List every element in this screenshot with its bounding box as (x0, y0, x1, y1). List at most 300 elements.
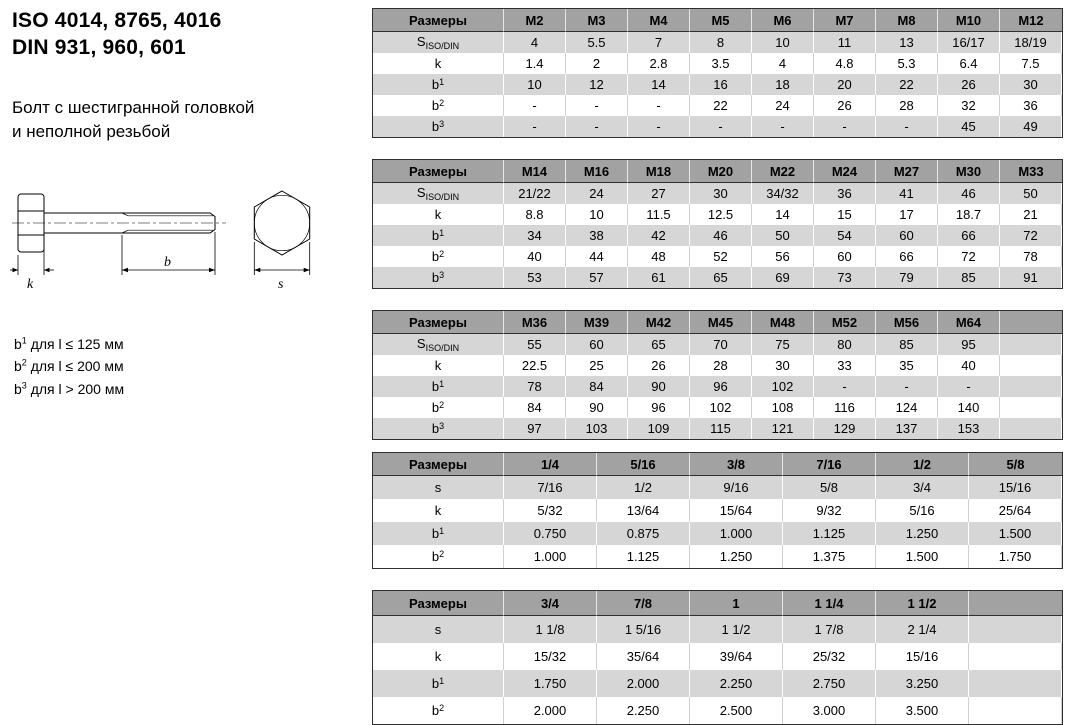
subtitle-line-1: Болт с шестигранной головкой (12, 97, 255, 117)
row-label: $b^2$ (373, 397, 504, 418)
s-dim-label: s (278, 277, 284, 292)
table-row (373, 267, 1062, 288)
value-cell: 28 (876, 95, 938, 116)
value-cell: 25/32 (783, 643, 876, 670)
value-cell: 78 (504, 376, 566, 397)
value-cell: 140 (938, 397, 1000, 418)
row-label: s (373, 476, 504, 499)
thread-size-header: 3/4 (504, 591, 597, 616)
value-cell: 17 (876, 204, 938, 225)
value-cell: 4 (504, 32, 566, 53)
title-din: DIN 931, 960, 601 (12, 35, 186, 59)
thread-size-header: 5/16 (597, 453, 690, 476)
value-cell: 5/32 (504, 499, 597, 522)
value-cell: 18.7 (938, 204, 1000, 225)
value-cell: 1.000 (690, 522, 783, 545)
s-arrow-right (304, 268, 310, 272)
footnote-b3-symbol: b (14, 380, 22, 397)
row-label: $b^3$ (373, 418, 504, 439)
value-cell (969, 670, 1062, 697)
value-cell: 30 (1000, 74, 1062, 95)
value-cell: 78 (1000, 246, 1062, 267)
value-cell: 1/2 (597, 476, 690, 499)
value-cell: 54 (814, 225, 876, 246)
thread-size-header: 1/2 (876, 453, 969, 476)
footnote-b1-text: для l ≤ 125 мм (26, 336, 124, 352)
value-cell: 22.5 (504, 355, 566, 376)
table-row (373, 53, 1062, 74)
row-label: $b^1$ (373, 74, 504, 95)
value-cell: - (876, 376, 938, 397)
value-cell: 52 (690, 246, 752, 267)
thread-size-header: 1/4 (504, 453, 597, 476)
value-cell: 50 (752, 225, 814, 246)
thread-size-header: M22 (752, 160, 814, 183)
value-cell: 70 (690, 334, 752, 355)
value-cell: 121 (752, 418, 814, 439)
size-column-header: Размеры (373, 311, 504, 334)
thread-size-header: 7/16 (783, 453, 876, 476)
value-cell: 30 (690, 183, 752, 204)
thread-size-header: M33 (1000, 160, 1062, 183)
row-label: $S_{ISO/DIN}$ (373, 32, 504, 53)
footnote-b3-text: для l > 200 мм (26, 380, 125, 397)
value-cell: 40 (504, 246, 566, 267)
value-cell: 10 (504, 74, 566, 95)
value-cell: 5/8 (783, 476, 876, 499)
value-cell: 24 (566, 183, 628, 204)
value-cell: 8.8 (504, 204, 566, 225)
value-cell: 13/64 (597, 499, 690, 522)
value-cell: 14 (752, 204, 814, 225)
thread-size-header: M36 (504, 311, 566, 334)
row-label: $b^3$ (373, 116, 504, 137)
value-cell: 12.5 (690, 204, 752, 225)
subtitle-line-2: и неполной резьбой (12, 121, 171, 141)
value-cell: 1.250 (876, 522, 969, 545)
thread-size-header: M18 (628, 160, 690, 183)
thread-size-header: 1 1/4 (783, 591, 876, 616)
thread-size-header: M4 (628, 9, 690, 32)
table-row (373, 418, 1062, 439)
table-row (373, 204, 1062, 225)
value-cell: 34 (504, 225, 566, 246)
value-cell: 85 (938, 267, 1000, 288)
thread-size-header: 3/8 (690, 453, 783, 476)
value-cell: 7/16 (504, 476, 597, 499)
value-cell: 32 (938, 95, 1000, 116)
thread-size-header: M48 (752, 311, 814, 334)
table-row (373, 643, 1062, 670)
value-cell: 6.4 (938, 53, 1000, 74)
row-label: k (373, 204, 504, 225)
spec-table-5 (372, 590, 1063, 725)
value-cell: 53 (504, 267, 566, 288)
value-cell: 137 (876, 418, 938, 439)
table-header-row (373, 591, 1062, 616)
table-row (373, 499, 1062, 522)
table-row (373, 376, 1062, 397)
spec-table-1 (372, 8, 1063, 138)
value-cell: 16/17 (938, 32, 1000, 53)
thread-size-header: 1 1/2 (876, 591, 969, 616)
value-cell: 22 (690, 95, 752, 116)
row-label: $b^3$ (373, 267, 504, 288)
value-cell: 44 (566, 246, 628, 267)
thread-size-header: M45 (690, 311, 752, 334)
value-cell: - (814, 116, 876, 137)
thread-size-header: M14 (504, 160, 566, 183)
value-cell: 84 (504, 397, 566, 418)
value-cell: 69 (752, 267, 814, 288)
value-cell (1000, 376, 1062, 397)
value-cell: 48 (628, 246, 690, 267)
row-label: $b^2$ (373, 246, 504, 267)
value-cell: 13 (876, 32, 938, 53)
footnote-b1-sup: 1 (21, 335, 27, 346)
value-cell: 15/32 (504, 643, 597, 670)
value-cell: 11 (814, 32, 876, 53)
value-cell: 15/16 (876, 643, 969, 670)
value-cell: 2.750 (783, 670, 876, 697)
value-cell: 9/32 (783, 499, 876, 522)
thread-size-header: 7/8 (597, 591, 690, 616)
value-cell (1000, 334, 1062, 355)
thread-size-header: M6 (752, 9, 814, 32)
footnote-b1 (14, 333, 366, 355)
value-cell: 65 (628, 334, 690, 355)
value-cell: 3/4 (876, 476, 969, 499)
value-cell: 60 (566, 334, 628, 355)
thread-size-header: M52 (814, 311, 876, 334)
row-label: $b^2$ (373, 545, 504, 568)
value-cell: - (690, 116, 752, 137)
footnote-b3-sup: 3 (21, 380, 27, 391)
table-row (373, 246, 1062, 267)
value-cell: 28 (690, 355, 752, 376)
value-cell: 3.250 (876, 670, 969, 697)
table-header-row (373, 160, 1062, 183)
value-cell (1000, 418, 1062, 439)
value-cell: 4.8 (814, 53, 876, 74)
size-column-header: Размеры (373, 160, 504, 183)
table-row (373, 334, 1062, 355)
value-cell: 26 (628, 355, 690, 376)
tables-container (372, 0, 1067, 720)
value-cell: 66 (876, 246, 938, 267)
value-cell (969, 616, 1062, 643)
value-cell: 85 (876, 334, 938, 355)
value-cell: - (814, 376, 876, 397)
spec-table-3 (372, 310, 1063, 440)
value-cell: 80 (814, 334, 876, 355)
value-cell: 90 (628, 376, 690, 397)
value-cell: 4 (752, 53, 814, 74)
hex-inscribed-circle (254, 195, 309, 250)
value-cell: 1.750 (969, 545, 1062, 568)
value-cell: 21/22 (504, 183, 566, 204)
thread-size-header: M42 (628, 311, 690, 334)
thread-size-header: M2 (504, 9, 566, 32)
value-cell: - (628, 95, 690, 116)
thread-size-header: 5/8 (969, 453, 1062, 476)
value-cell: 10 (752, 32, 814, 53)
thread-size-header: M20 (690, 160, 752, 183)
footnote-b2-sup: 2 (21, 357, 27, 368)
value-cell: 56 (752, 246, 814, 267)
table-row (373, 476, 1062, 499)
value-cell: 61 (628, 267, 690, 288)
value-cell: 2.250 (690, 670, 783, 697)
value-cell: 55 (504, 334, 566, 355)
footnote-b2-symbol: b (14, 358, 22, 375)
table-row (373, 616, 1062, 643)
value-cell: 57 (566, 267, 628, 288)
value-cell: 79 (876, 267, 938, 288)
b-arrow-left (122, 268, 128, 272)
table-row (373, 116, 1062, 137)
value-cell: 2 1/4 (876, 616, 969, 643)
value-cell: 25/64 (969, 499, 1062, 522)
value-cell: 2.000 (504, 697, 597, 724)
value-cell: 5/16 (876, 499, 969, 522)
value-cell: 3.000 (783, 697, 876, 724)
table-row (373, 545, 1062, 568)
value-cell: 20 (814, 74, 876, 95)
value-cell: 2.8 (628, 53, 690, 74)
b-dim-label: b (164, 255, 171, 270)
value-cell: 5.5 (566, 32, 628, 53)
value-cell: 26 (938, 74, 1000, 95)
row-label: $b^2$ (373, 95, 504, 116)
value-cell: 46 (938, 183, 1000, 204)
value-cell: 41 (876, 183, 938, 204)
value-cell: - (566, 95, 628, 116)
size-column-header: Размеры (373, 591, 504, 616)
value-cell: 75 (752, 334, 814, 355)
table-row (373, 397, 1062, 418)
value-cell: 42 (628, 225, 690, 246)
value-cell: 9/16 (690, 476, 783, 499)
value-cell: 2 (566, 53, 628, 74)
footnote-b1-symbol: b (14, 336, 22, 352)
bolt-technical-drawing-svg (10, 178, 362, 302)
value-cell: 73 (814, 267, 876, 288)
value-cell: 22 (876, 74, 938, 95)
value-cell: 46 (690, 225, 752, 246)
row-label: $b^1$ (373, 522, 504, 545)
thread-size-header: M7 (814, 9, 876, 32)
value-cell: 102 (752, 376, 814, 397)
row-label: $S_{ISO/DIN}$ (373, 183, 504, 204)
value-cell: 129 (814, 418, 876, 439)
value-cell: 15 (814, 204, 876, 225)
value-cell: 1.250 (690, 545, 783, 568)
row-label: k (373, 499, 504, 522)
value-cell: 60 (814, 246, 876, 267)
value-cell: 14 (628, 74, 690, 95)
bolt-drawing (10, 178, 366, 307)
row-label: $b^1$ (373, 670, 504, 697)
value-cell: 115 (690, 418, 752, 439)
value-cell: 27 (628, 183, 690, 204)
footnotes (14, 333, 366, 400)
value-cell: - (752, 116, 814, 137)
value-cell: 3.5 (690, 53, 752, 74)
value-cell (1000, 355, 1062, 376)
value-cell: 1.500 (876, 545, 969, 568)
value-cell: 91 (1000, 267, 1062, 288)
value-cell: 95 (938, 334, 1000, 355)
row-label: k (373, 355, 504, 376)
value-cell: 84 (566, 376, 628, 397)
value-cell: 109 (628, 418, 690, 439)
value-cell: 1.500 (969, 522, 1062, 545)
b-arrow-right (209, 268, 215, 272)
value-cell: 49 (1000, 116, 1062, 137)
thread-size-header: M27 (876, 160, 938, 183)
value-cell: 18 (752, 74, 814, 95)
value-cell: 45 (938, 116, 1000, 137)
value-cell: 7.5 (1000, 53, 1062, 74)
row-label: s (373, 616, 504, 643)
thread-size-header: M30 (938, 160, 1000, 183)
thread-size-header: M64 (938, 311, 1000, 334)
value-cell: 35/64 (597, 643, 690, 670)
value-cell: 21 (1000, 204, 1062, 225)
table-row (373, 355, 1062, 376)
value-cell: 11.5 (628, 204, 690, 225)
value-cell: 116 (814, 397, 876, 418)
value-cell: 15/16 (969, 476, 1062, 499)
table-row (373, 32, 1062, 53)
thread-size-header: M5 (690, 9, 752, 32)
value-cell: 36 (814, 183, 876, 204)
value-cell: 65 (690, 267, 752, 288)
value-cell: 36 (1000, 95, 1062, 116)
footnote-b2 (14, 355, 366, 377)
value-cell: 38 (566, 225, 628, 246)
value-cell: 12 (566, 74, 628, 95)
value-cell: 1.4 (504, 53, 566, 74)
left-panel (0, 0, 372, 720)
value-cell: 1.375 (783, 545, 876, 568)
value-cell: 50 (1000, 183, 1062, 204)
value-cell: 8 (690, 32, 752, 53)
value-cell: - (628, 116, 690, 137)
value-cell: 34/32 (752, 183, 814, 204)
value-cell: 30 (752, 355, 814, 376)
value-cell: 72 (1000, 225, 1062, 246)
value-cell: 1 1/8 (504, 616, 597, 643)
value-cell (1000, 397, 1062, 418)
value-cell: - (504, 95, 566, 116)
value-cell: 39/64 (690, 643, 783, 670)
value-cell: 66 (938, 225, 1000, 246)
value-cell: 103 (566, 418, 628, 439)
footnote-b3 (14, 378, 366, 400)
value-cell: 18/19 (1000, 32, 1062, 53)
thread-size-header (969, 591, 1062, 616)
value-cell: 16 (690, 74, 752, 95)
value-cell: 1 1/2 (690, 616, 783, 643)
value-cell: 1 7/8 (783, 616, 876, 643)
title-iso: ISO 4014, 8765, 4016 (12, 9, 222, 32)
spec-table-2 (372, 159, 1063, 289)
value-cell (969, 643, 1062, 670)
row-label: $b^2$ (373, 697, 504, 724)
value-cell: 97 (504, 418, 566, 439)
value-cell: 102 (690, 397, 752, 418)
value-cell: - (566, 116, 628, 137)
value-cell: 25 (566, 355, 628, 376)
table-header-row (373, 453, 1062, 476)
thread-size-header: M12 (1000, 9, 1062, 32)
thread-size-header: 1 (690, 591, 783, 616)
page-title (12, 8, 366, 62)
table-header-row (373, 9, 1062, 32)
value-cell: 0.750 (504, 522, 597, 545)
thread-size-header (1000, 311, 1062, 334)
thread-size-header: M39 (566, 311, 628, 334)
value-cell: 40 (938, 355, 1000, 376)
size-column-header: Размеры (373, 9, 504, 32)
table-row (373, 670, 1062, 697)
s-arrow-left (254, 268, 260, 272)
row-label: k (373, 53, 504, 74)
value-cell: 1.000 (504, 545, 597, 568)
value-cell: 153 (938, 418, 1000, 439)
value-cell: - (938, 376, 1000, 397)
value-cell: 72 (938, 246, 1000, 267)
row-label: $b^1$ (373, 225, 504, 246)
value-cell: 2.000 (597, 670, 690, 697)
value-cell: 1.125 (597, 545, 690, 568)
value-cell: 10 (566, 204, 628, 225)
value-cell: 1 5/16 (597, 616, 690, 643)
footnote-b2-text: для l ≤ 200 мм (26, 358, 124, 375)
thread-size-header: M8 (876, 9, 938, 32)
value-cell: 35 (876, 355, 938, 376)
value-cell: 2.250 (597, 697, 690, 724)
table-row (373, 225, 1062, 246)
table-row (373, 74, 1062, 95)
spec-table-4 (372, 452, 1063, 569)
value-cell: 60 (876, 225, 938, 246)
thread-size-header: M56 (876, 311, 938, 334)
row-label: k (373, 643, 504, 670)
k-arrow-left (13, 268, 19, 272)
value-cell: 96 (628, 397, 690, 418)
k-dim-label: k (27, 277, 34, 292)
value-cell: - (504, 116, 566, 137)
value-cell: - (876, 116, 938, 137)
row-label: $S_{ISO/DIN}$ (373, 334, 504, 355)
thread-size-header: M16 (566, 160, 628, 183)
k-arrow-right (44, 268, 50, 272)
value-cell: 1.750 (504, 670, 597, 697)
table-header-row (373, 311, 1062, 334)
value-cell: 15/64 (690, 499, 783, 522)
row-label: $b^1$ (373, 376, 504, 397)
value-cell: 0.875 (597, 522, 690, 545)
value-cell: 1.125 (783, 522, 876, 545)
value-cell: 26 (814, 95, 876, 116)
value-cell: 33 (814, 355, 876, 376)
thread-size-header: M3 (566, 9, 628, 32)
thread-size-header: M10 (938, 9, 1000, 32)
value-cell: 3.500 (876, 697, 969, 724)
